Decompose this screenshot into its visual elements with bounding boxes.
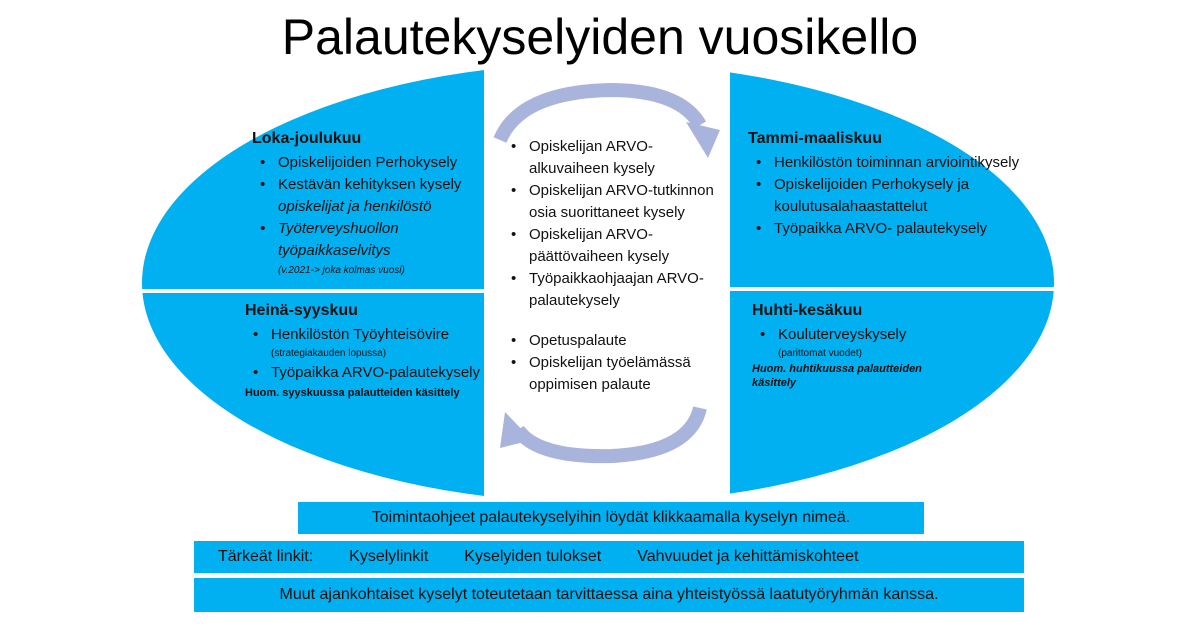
other-surveys-bar	[194, 578, 1024, 612]
links-label: Tärkeät linkit:	[218, 548, 314, 565]
survey-subline: opiskelijat ja henkilöstö	[278, 198, 432, 215]
survey-link[interactable]: • Opiskelijan ARVO-tutkinnon osia suorittaneet kysely	[503, 180, 725, 224]
survey-link[interactable]: • Henkilöstön toiminnan arviointikysely	[748, 152, 1023, 174]
survey-link[interactable]: • Kouluterveyskysely	[752, 324, 992, 346]
quadrant-top-left-text	[252, 128, 484, 278]
quadrant-bottom-right-text	[752, 300, 992, 390]
link-survey-results[interactable]: Kyselyiden tulokset	[464, 548, 602, 565]
quadrant-heading: Heinä-syyskuu	[245, 302, 358, 319]
link-survey-links[interactable]: Kyselylinkit	[349, 548, 429, 565]
survey-link[interactable]: • Kestävän kehityksen kysely	[252, 174, 484, 196]
survey-link[interactable]: • Opiskelijoiden Perhokysely	[252, 152, 484, 174]
quadrant-heading: Huhti-kesäkuu	[752, 302, 863, 319]
survey-note: (parittomat vuodet)	[778, 348, 862, 359]
processing-note: Huom. huhtikuussa palautteiden käsittely	[752, 363, 922, 389]
quadrant-bottom-left-text	[245, 300, 483, 400]
instructions-text: Toimintaohjeet palautekyselyihin löydät klikkaamalla kyselyn nimeä.	[371, 509, 851, 526]
survey-link[interactable]: • Opetuspalaute	[503, 330, 725, 352]
quadrant-top-right-text	[748, 128, 1023, 240]
quadrant-heading: Loka-joulukuu	[252, 130, 362, 147]
important-links-bar	[194, 541, 1024, 573]
survey-note: (v.2021-> joka kolmas vuosi)	[278, 265, 405, 276]
cycle-arrow-top	[500, 90, 700, 140]
processing-note: Huom. syyskuussa palautteiden käsittely	[245, 387, 460, 399]
survey-note: (strategiakauden lopussa)	[271, 348, 387, 359]
survey-link[interactable]: • Työpaikka ARVO- palautekysely	[748, 218, 1023, 240]
page-title: Palautekyselyiden vuosikello	[281, 9, 919, 65]
survey-link[interactable]: • Työterveyshuollon työpaikkaselvitys	[252, 218, 484, 262]
survey-link[interactable]: • Opiskelijan ARVO-alkuvaiheen kysely	[503, 136, 725, 180]
survey-link[interactable]: • Opiskelijan työelämässä oppimisen palaute	[503, 352, 725, 396]
quadrant-heading: Tammi-maaliskuu	[748, 130, 882, 147]
link-strengths-development[interactable]: Vahvuudet ja kehittämiskohteet	[637, 548, 859, 565]
cycle-arrow-bottom	[518, 408, 700, 456]
survey-link[interactable]: • Opiskelijoiden Perhokysely ja koulutusalahaastattelut	[748, 174, 1023, 218]
center-survey-list	[503, 136, 725, 396]
other-surveys-text: Muut ajankohtaiset kyselyt toteutetaan tarvittaessa aina yhteistyössä laatutyöryhmän kanssa.	[279, 586, 939, 603]
survey-link[interactable]: • Työpaikkaohjaajan ARVO-palautekysely	[503, 268, 725, 312]
survey-link[interactable]: • Henkilöstön Työyhteisövire	[245, 324, 483, 346]
instructions-bar	[298, 502, 924, 534]
survey-link[interactable]: • Opiskelijan ARVO-päättövaiheen kysely	[503, 224, 725, 268]
survey-link[interactable]: • Työpaikka ARVO-palautekysely	[245, 362, 483, 384]
